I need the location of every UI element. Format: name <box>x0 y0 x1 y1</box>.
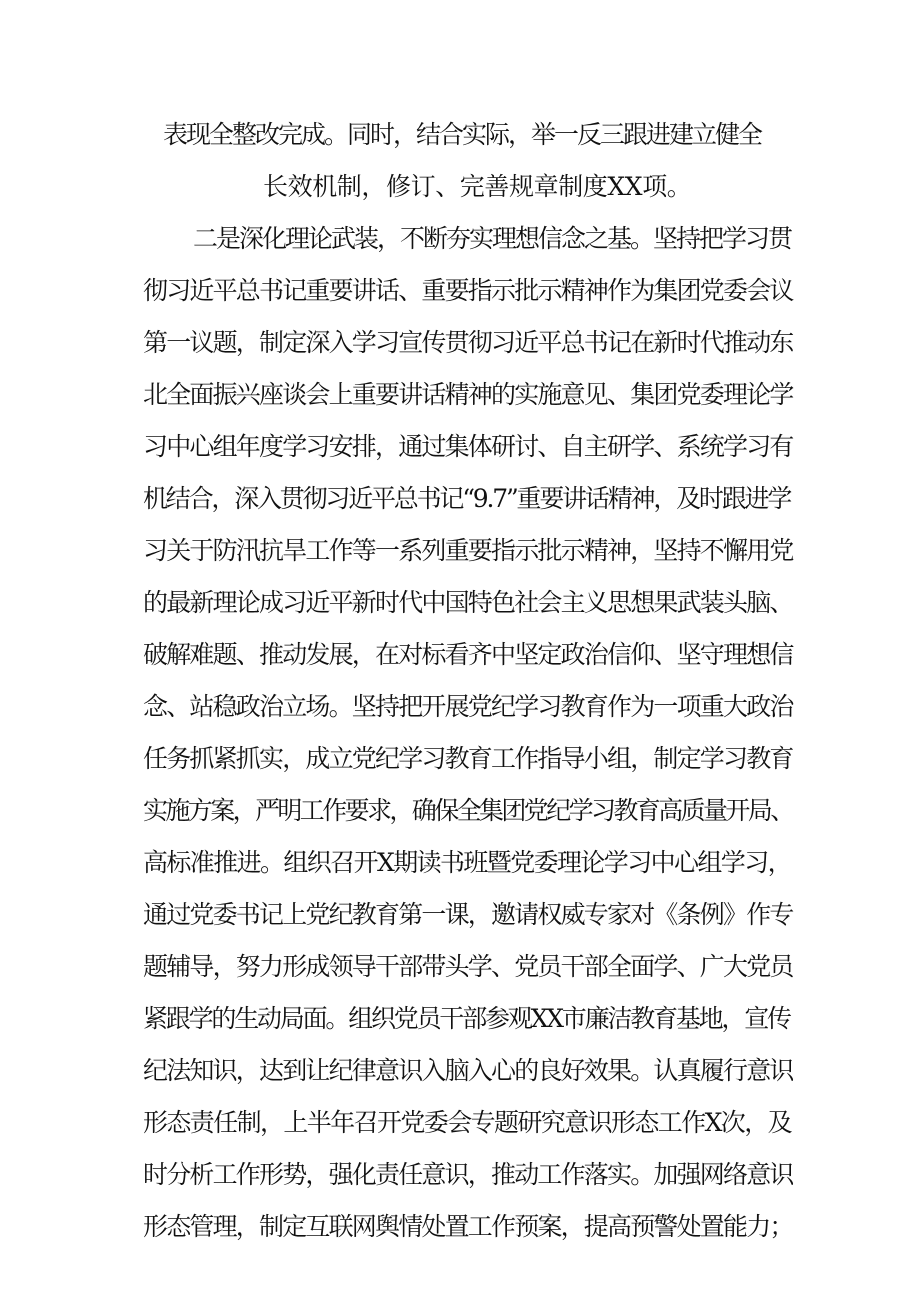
text-line-13: 任务抓紧抓实，成立党纪学习教育工作指导小组，制定学习教育 <box>143 744 793 773</box>
text-line-12: 念、站稳政治立场。坚持把开展党纪学习教育作为一项重大政治 <box>143 692 793 721</box>
text-line-5: 第一议题，制定深入学习宣传贯彻习近平总书记在新时代推动东 <box>143 328 793 357</box>
text-line-17: 题辅导，努力形成领导干部带头学、党员干部全面学、广大党员 <box>143 952 793 981</box>
paragraph-first-line: 二是深化理论武装，不断夯实理想信念之基。坚持把学习贯 <box>193 224 792 253</box>
text-line-22: 形态管理，制定互联网舆情处置工作预案，提高预警处置能力； <box>143 1212 793 1241</box>
text-line-10: 的最新理论成习近平新时代中国特色社会主义思想果武装头脑、 <box>143 588 793 617</box>
text-line-7: 习中心组年度学习安排，通过集体研讨、自主研学、系统学习有 <box>143 432 793 461</box>
text-line-9: 习关于防汛抗旱工作等一系列重要指示批示精神，坚持不懈用党 <box>143 536 793 565</box>
text-line-1: 表现全整改完成。同时，结合实际，举一反三跟进建立健全 <box>163 120 762 149</box>
text-line-2: 长效机制，修订、完善规章制度XX项。 <box>263 172 692 201</box>
text-line-19: 纪法知识，达到让纪律意识入脑入心的良好效果。认真履行意识 <box>143 1056 793 1085</box>
text-line-16: 通过党委书记上党纪教育第一课，邀请权威专家对《条例》作专 <box>143 900 793 929</box>
text-line-15: 高标准推进。组织召开X期读书班暨党委理论学习中心组学习， <box>143 848 792 877</box>
text-line-14: 实施方案，严明工作要求，确保全集团党纪学习教育高质量开局、 <box>143 796 793 825</box>
text-line-18: 紧跟学的生动局面。组织党员干部参观XX市廉洁教育基地，宣传 <box>143 1004 790 1033</box>
text-line-8: 机结合，深入贯彻习近平总书记“9.7”重要讲话精神，及时跟进学 <box>143 484 791 513</box>
text-line-6: 北全面振兴座谈会上重要讲话精神的实施意见、集团党委理论学 <box>143 380 793 409</box>
text-line-20: 形态责任制，上半年召开党委会专题研究意识形态工作X次，及 <box>143 1108 792 1137</box>
text-line-11: 破解难题、推动发展，在对标看齐中坚定政治信仰、坚守理想信 <box>143 640 793 669</box>
text-line-4: 彻习近平总书记重要讲话、重要指示批示精神作为集团党委会议 <box>143 276 793 305</box>
text-line-21: 时分析工作形势，强化责任意识，推动工作落实。加强网络意识 <box>143 1160 793 1189</box>
